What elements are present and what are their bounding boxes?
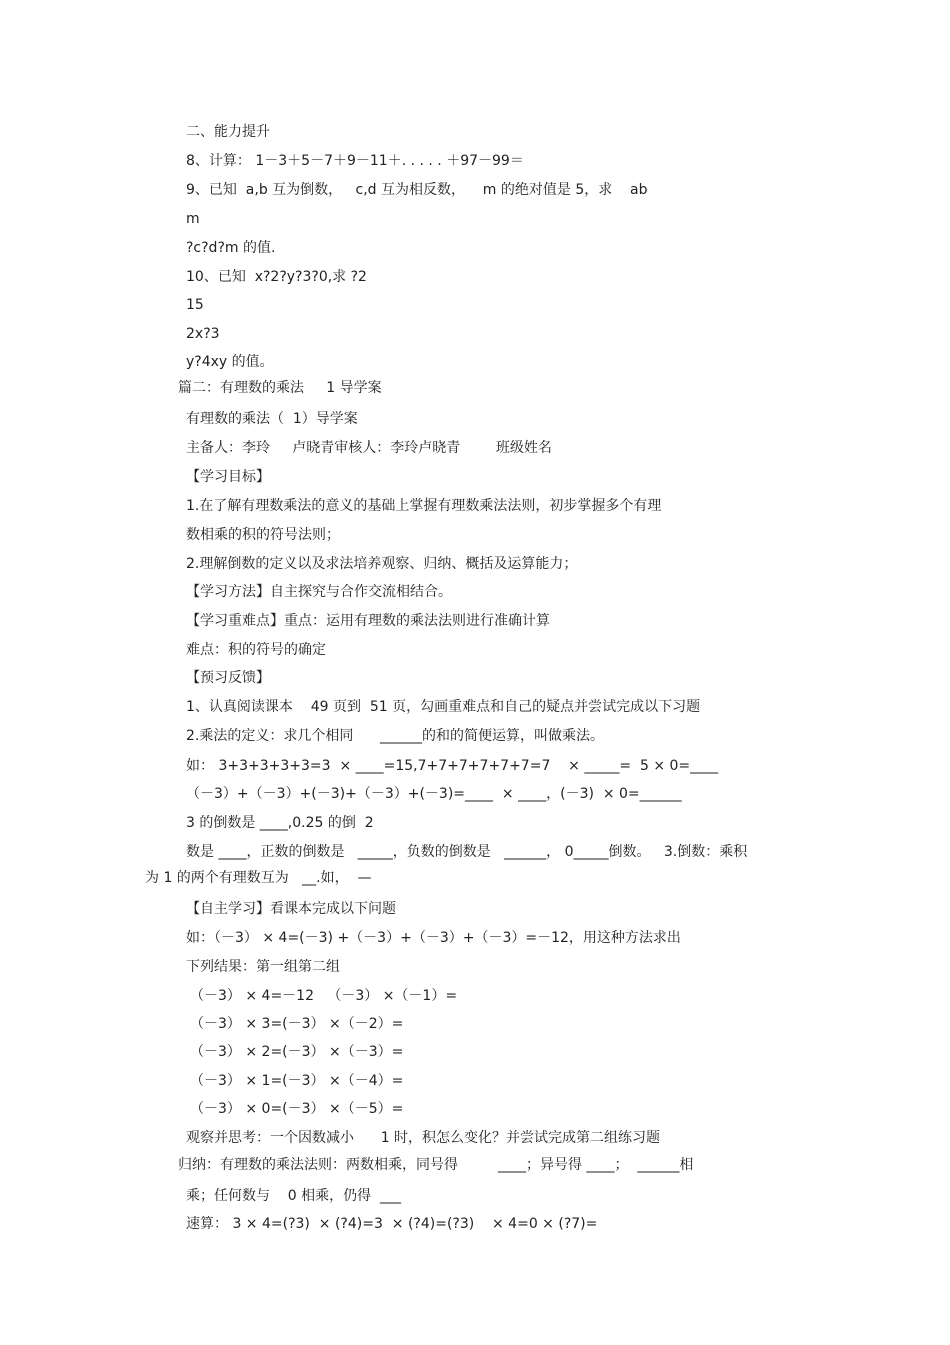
goal-1-cont: 数相乘的积的符号法则； bbox=[186, 527, 340, 543]
heading-learning-goals: 【学习目标】 bbox=[186, 469, 270, 485]
example-line: （－3）+（－3）+(－3)+（－3）+(－3)=____ × ____，(－3) × 0=______ bbox=[186, 786, 682, 802]
exercise-row: （－3） × 3=(－3） ×（－2）= bbox=[190, 1016, 404, 1032]
observe-think: 观察并思考：一个因数减小 1 时，积怎么变化？并尝试完成第二组练习题 bbox=[186, 1130, 661, 1146]
lesson-title: 有理数的乘法（ 1）导学案 bbox=[186, 411, 358, 427]
problem-8: 8、计算： 1－3＋5－7＋9－11＋. . . . . ＋97－99＝ bbox=[186, 153, 524, 169]
reciprocal-line-cont: 为 1 的两个有理数互为 __.如， — bbox=[145, 870, 372, 886]
goal-2: 2.理解倒数的定义以及求法培养观察、归纳、概括及运算能力； bbox=[186, 556, 578, 572]
heading-self-study: 【自主学习】看课本完成以下问题 bbox=[186, 901, 396, 917]
difficult-points: 难点：积的符号的确定 bbox=[186, 642, 326, 658]
section-heading-ability: 二、能力提升 bbox=[186, 124, 270, 140]
text-line: 2x?3 bbox=[186, 326, 220, 342]
key-points: 【学习重难点】重点：运用有理数的乘法法则进行准确计算 bbox=[186, 613, 550, 629]
problem-10: 10、已知 x?2?y?3?0,求 ?2 bbox=[186, 269, 367, 285]
text-line: 15 bbox=[186, 297, 204, 313]
quick-calc: 速算： 3 × 4=(?3) × (?4)=3 × (?4)=(?3) × 4=0 × (?7)= bbox=[186, 1216, 598, 1232]
group-labels: 下列结果：第一组第二组 bbox=[186, 959, 340, 975]
reciprocal-line: 3 的倒数是 ____,0.25 的倒 2 bbox=[186, 815, 374, 831]
text-line: y?4xy 的值。 bbox=[186, 354, 274, 370]
chapter-title: 篇二：有理数的乘法 1 导学案 bbox=[178, 380, 382, 396]
text-line: ?c?d?m 的值. bbox=[186, 240, 276, 256]
exercise-row: （－3） × 2=(－3） ×（－3）= bbox=[190, 1044, 404, 1060]
example-line: 如： 3+3+3+3+3=3 × ____=15,7+7+7+7+7+7=7 × _____= 5 × 0=____ bbox=[186, 758, 719, 774]
summary-rule: 归纳：有理数的乘法法则：两数相乘，同号得 ____；异号得 ____； ______相 bbox=[178, 1157, 694, 1173]
preview-item-2: 2.乘法的定义：求几个相同 ______的和的简便运算，叫做乘法。 bbox=[186, 728, 605, 744]
summary-rule-cont: 乘；任何数与 0 相乘，仍得 ___ bbox=[186, 1188, 402, 1204]
problem-9: 9、已知 a,b 互为倒数， c,d 互为相反数， m 的绝对值是 5，求 ab bbox=[186, 182, 648, 198]
learning-method: 【学习方法】自主探究与合作交流相结合。 bbox=[186, 584, 452, 600]
exercise-row: （－3） × 4=－12 （－3） ×（－1）= bbox=[190, 988, 458, 1004]
preview-item-1: 1、认真阅读课本 49 页到 51 页，勾画重难点和自己的疑点并尝试完成以下习题 bbox=[186, 699, 701, 715]
goal-1: 1.在了解有理数乘法的意义的基础上掌握有理数乘法法则，初步掌握多个有理 bbox=[186, 498, 662, 514]
self-study-example: 如：（－3） × 4=(－3) +（－3）+（－3）+（－3）=－12，用这种方法求出 bbox=[186, 930, 681, 946]
heading-preview-feedback: 【预习反馈】 bbox=[186, 670, 270, 686]
text-line: m bbox=[186, 211, 200, 227]
reciprocal-line: 数是 ____，正数的倒数是 _____，负数的倒数是 ______， 0_____倒数。 3.倒数：乘积 bbox=[186, 844, 748, 860]
exercise-row: （－3） × 0=(－3） ×（－5）= bbox=[190, 1101, 404, 1117]
exercise-row: （－3） × 1=(－3） ×（－4）= bbox=[190, 1073, 404, 1089]
author-line: 主备人：李玲 卢晓青审核人：李玲卢晓青 班级姓名 bbox=[186, 440, 552, 456]
